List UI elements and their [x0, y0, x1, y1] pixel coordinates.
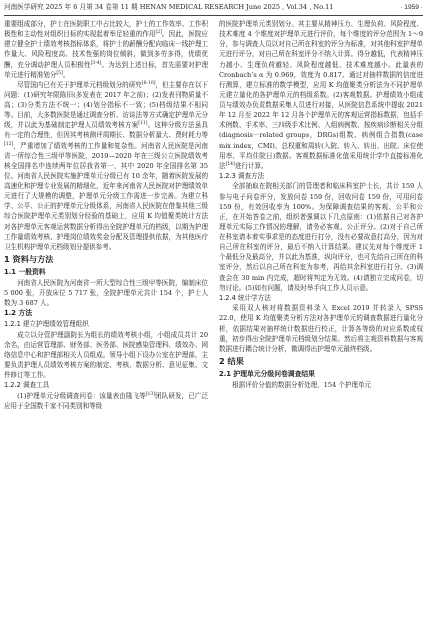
section-heading	[219, 355, 423, 368]
paragraph-text: 1 资料与方法	[4, 253, 54, 264]
body-paragraph	[4, 80, 208, 252]
paragraph-text: 1.2.2 调查工具	[4, 381, 50, 390]
paragraph-text: 河南省人民医院为河南省一所大型综合性三级甲等医院，编制床位 5 000 张，开放床位 5 717 张，全院护理单元共计 154 个，护士人数为 3 687 人。	[4, 278, 208, 308]
paragraph-text: 。这种分级方法虽具有一定的合理性，但因其考核测评周期长、数据分析量大、费时耗力等	[4, 121, 208, 140]
right-text-column	[219, 19, 423, 621]
paragraph-text: 成立以分管护理副院长为组长的绩效考核小组，小组成员共计 20 余名，由运营管理部、财务部、医务部、医院感染管理科、绩效办、网络信息中心和护理部相关人员组成。领导小组下设办公室在护理部，主要负责护理人员绩效考核方案的制定、考核、数据分析、意见征集、文件修订等工作。	[4, 330, 208, 380]
subsection-heading	[4, 319, 208, 330]
paragraph-text: ，但主要存在以下问题：(1)研究年限陈旧(多发表在 2017 年之前)；(2)发表刊物质量不高；(3)分类方法不统一；(4)划分指标不一致；(5)档级结果不相同等。目前，大多数医院是通过调查分析、访谈法等方式确定护理单元分级，并以此为基础制定护理人员绩效考核方案	[4, 80, 208, 130]
subsection-heading	[219, 369, 423, 380]
body-paragraph	[4, 278, 208, 308]
paragraph-text: 2.1 护理单元分级问卷调查结果	[219, 369, 315, 378]
body-paragraph	[219, 181, 423, 292]
citation-ref: [13]	[145, 391, 155, 397]
subsection-heading	[219, 171, 423, 182]
paragraph-text: 。因此，医院应建立健全护士绩效考核指标体系，将护士的薪酬分配向临床一线护理工作量大、风险程度高、技术性强的岗位倾斜，做到多劳多得，优绩优酬，充分调动护理人员积极性	[4, 30, 208, 69]
paragraph-text: 重要组成部分，护士在医院职工中占比较大，护士的工作效率、工作积极性和主动性对组织目标的实现起着举足轻重的作用	[4, 20, 208, 39]
paragraph-text: 全部抽取在院相关部门的管理者和临床科室护士长，共计 159 人参与电子问卷评分，发放问卷 159 份，回收问卷 159 份，可用问卷 159 份，有效回收率为 100%。为保障调查结果的客观、公平和公正，在开始答卷之前，组织者强调以下几点原则：(1)依据自己对各护理单元实际工作情况的理解，请务必客观、公正评分。(2)对于自己所在科室请本着实事求是的态度进行打分，没有必要故意打高分，因为对自己所在科室的评分，最后不纳入计算结果。建议先对每个维度评 1 个最低分及最高分，并以此为基准，纵向评分，也可先给自己所在的科室评分，然后以自己所在科室为参考，再给其余科室进行打分。(3)调查会在 30 min 内完成，超时将判定为无效。(4)请独立完成问卷，切勿讨论。(5)如有问题，请及时举手向工作人员示意。	[219, 182, 423, 292]
paragraph-text: 采用双人核对将数据资料录入 Excel 2019 并转录入 SPSS 22.0，使用 K 均值聚类分析方法对各护理单元的调查数据进行量化分析，依据结果对抽样统计数据进行校正，计算各等级的对应系数或权重，初步得出全院护理单元档级划分结果。然后将主观资料数据与客观数据进行耦合统计分析，微调得出护理单元最终档级。	[219, 304, 423, 353]
paragraph-text: 1.2.4 统计学方法	[219, 293, 271, 302]
paragraph-text: 1.1 一般资料	[4, 267, 46, 276]
citation-ref: [6-10]	[141, 80, 156, 86]
paragraph-text: 进行计算。	[234, 161, 268, 170]
subsection-heading	[4, 267, 208, 278]
paragraph-text: (1)护理单元分级调查问卷：该量表由隆飞等	[17, 391, 146, 400]
citation-ref: [12]	[4, 141, 14, 147]
body-paragraph	[219, 19, 423, 171]
page-number: · 1959 ·	[400, 4, 423, 11]
citation-ref: [2]	[155, 29, 162, 35]
subsection-heading	[219, 293, 423, 304]
paragraph-text: 1.2.3 调查方法	[219, 171, 265, 180]
paragraph-text: 1.2.1 建立护理绩效管理组织	[4, 320, 89, 329]
citation-ref: [5]	[56, 70, 63, 76]
body-paragraph	[4, 19, 208, 80]
left-text-column	[4, 19, 208, 621]
citation-ref: [14]	[225, 161, 235, 167]
paragraph-text: ，严重增加了绩效考核的工作量和复杂性。河南省人民医院是河南省一所综合性三级甲等医院，2019—2020 年在三级公立医院绩效考核全国排名中连续两年位居我省第一，其中 2020 年全国排名第 35 位。河南省人民医院实施护理单元分级已有 10 余年，随着医院发展的高速化和护理专业发展的精细化，近年来河南省人民医院对护理绩效单元进行了大规模的调整，护理单元分级工作需进一步完善。为建立科学、公平、公正的护理单元分级体系，河南省人民医院在借鉴其他三级综合医院护理单元类别划分经验的基础上，应用 K 均值聚类统计方法对各护理单元客观运营数据分析得出全院护理单元的档级，以期为护理工作量绩效考核、护理岗位绩效奖金分配及管理提供依据，为其他医疗卫生机构护理单元档级划分提供参考。	[4, 141, 208, 251]
body-paragraph	[219, 303, 423, 354]
subsection-heading	[4, 308, 208, 319]
paragraph-text: 根据评价分值的数据分析处理，154 个护理单元	[232, 380, 372, 389]
paragraph-text: 团队研发，已广泛应用于全国数千家不同类别和等级	[4, 391, 208, 410]
body-paragraph	[4, 330, 208, 381]
paragraph-text: 的医院护理单元类别划分。其主要从精神压力、生理负荷、风险程度、技术难度 4 个维度对护理单元进行评价，每个维度的评分范围为 1～9 分，参与调查人员以对自己所在科室的评分为标准，对其他科室护理单元进行评分，对自己所在科室评分不纳入计算。得分越低，代表精神压力越小、生理负荷越轻、风险程度越低、技术难度越小。此量表的 Cronbach’s α 为 0.969，效度为 0.817。通过对抽样数据的信度进行测算，建立标准的数学模型，应用 K 均值聚类分析法为不同护理单元建立量化的各护理单元的档级系数。(2)客观数据。护理绩效小组成员与绩效办负责数据采集人员进行对接，从医院信息系统中提取 2021 年 12 月至 2022 年 12 月各个护理单元的客观运营指标数据，包括手术例数、手术率、三四级手术比例、入组病例数、按疾病诊断相关分组(diagnosis－related groups，DRGs)组数、病例组合指数(case mix index，CMI)、总权重和周转(入院、转入、转出、出院、床位使用率、平均住院日)数据。客观数据标准化值采用统计学中直接标准化法	[219, 20, 423, 170]
citation-ref: [3-4]	[90, 60, 102, 66]
subsection-heading	[4, 380, 208, 391]
paragraph-text: 。为达到上述目标，首先需要对护理单元进行精准划分	[4, 60, 208, 79]
body-paragraph	[219, 380, 423, 390]
paragraph-text: 尽管国内已有关于护理单元档级划分的研究	[17, 80, 142, 89]
paragraph-text: 。	[62, 70, 70, 79]
paragraph-text: 1.2 方法	[4, 309, 33, 318]
section-heading	[4, 253, 208, 266]
body-paragraph	[4, 391, 208, 411]
running-header	[4, 3, 423, 13]
citation-ref: [11]	[138, 121, 148, 127]
journal-citation: 河南医学研究 2025 年 6 月第 34 卷第 11 期 HENAN MEDICAL RESEARCH June 2025 , Vol.34 , No.11	[4, 3, 334, 11]
header-divider	[4, 15, 423, 16]
paragraph-text: 2 结果	[219, 355, 244, 366]
